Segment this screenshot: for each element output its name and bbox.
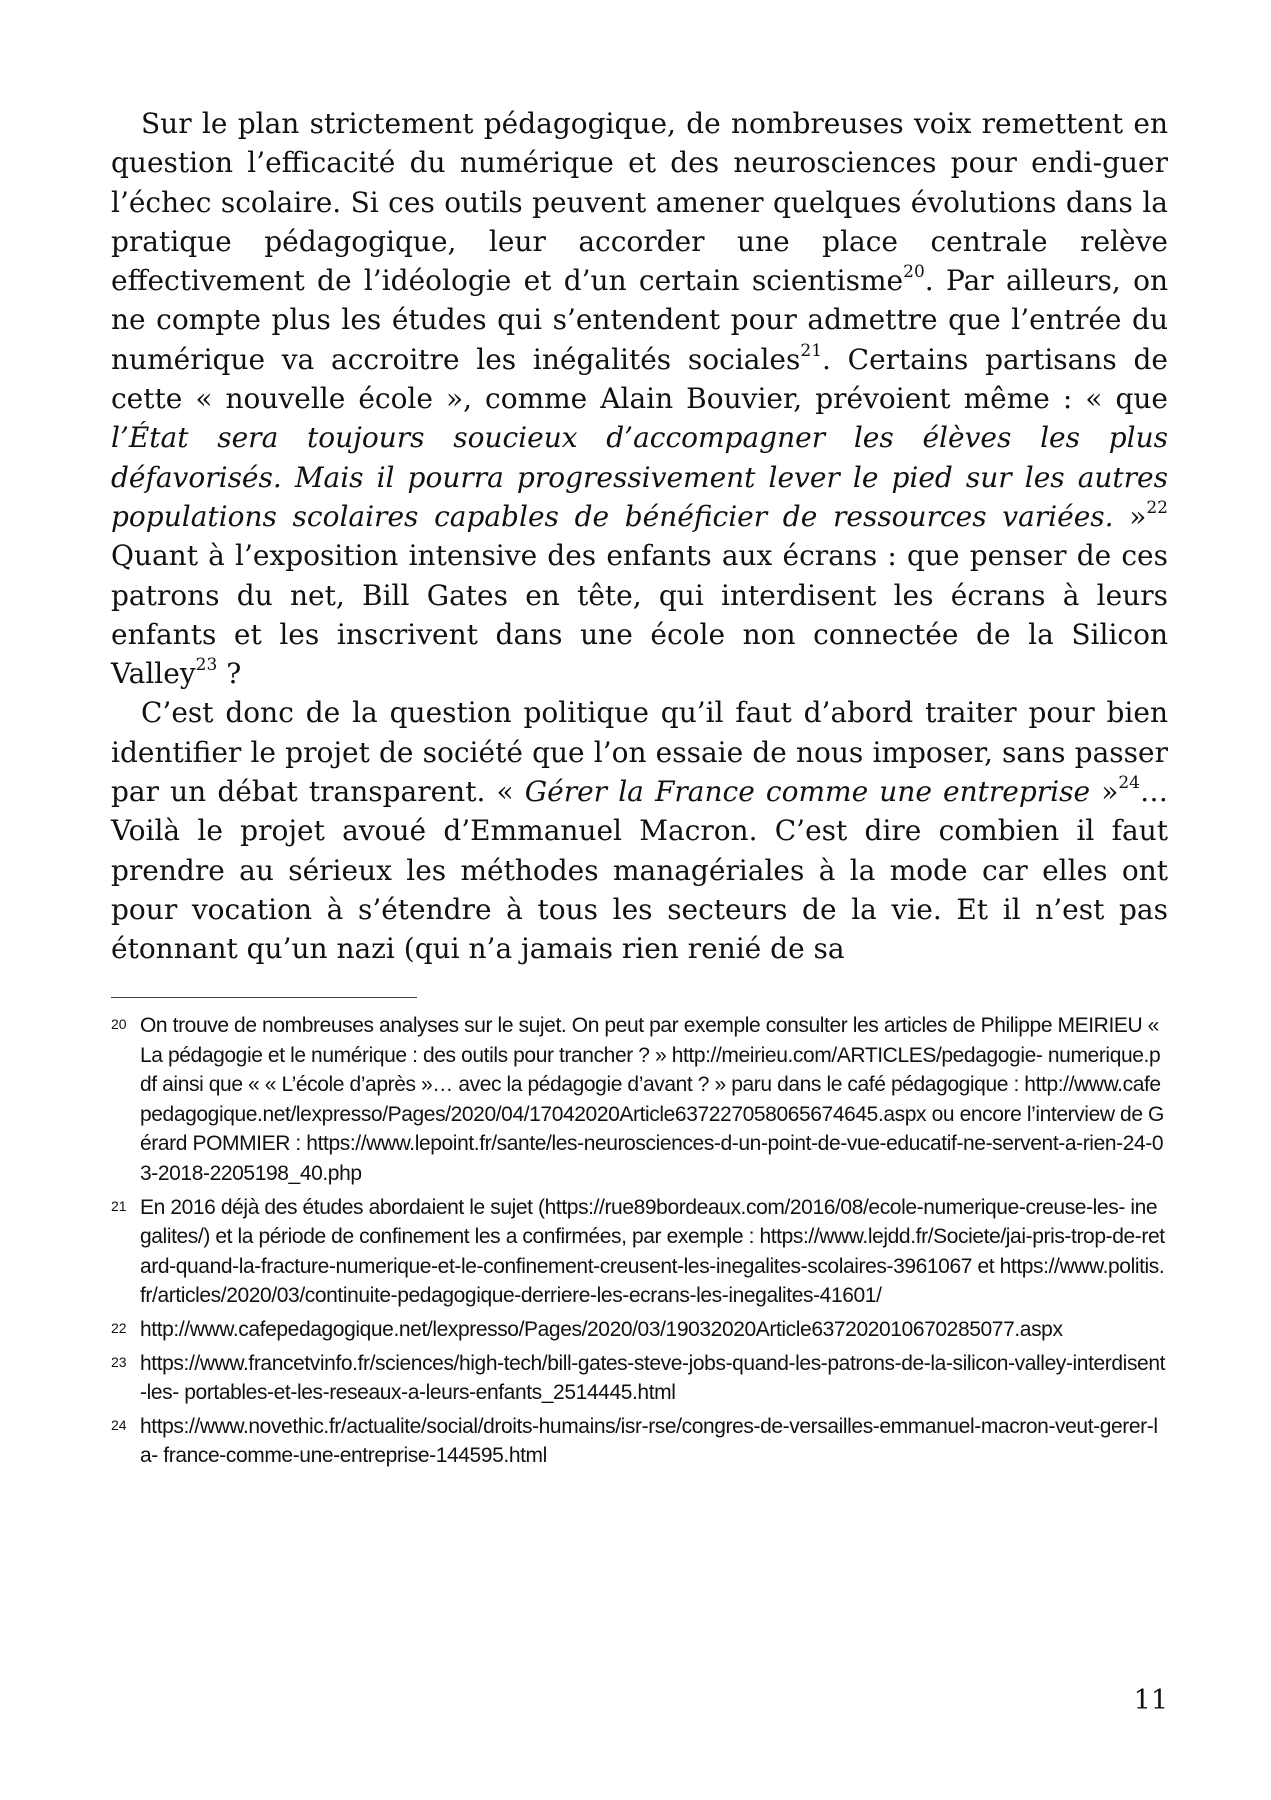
footnote-separator [111,997,417,998]
p1-text-1: Sur le plan strictement pédagogique, de nombreuses voix remettent en question l’efficacité du numérique et des neurosciences pour endi-guer l’échec scolaire. Si ces outils peuvent amener quelques évolutions dans la pratique pédagogique, leur accorder une place centrale relève effectivement de l’idéologie et d’un certain scientisme [111,107,1168,298]
paragraph-1 [111,104,1168,693]
footnote-20 [111,1011,1168,1189]
body-text [111,104,1168,969]
footnote-21 [111,1193,1168,1311]
p1-text-5: ? [217,657,242,691]
p2-quote-close: » [1090,775,1119,809]
footnote-number: 20 [111,1016,127,1032]
footnote-ref-20[interactable]: 20 [903,262,925,283]
footnote-text: https://www.novethic.fr/actualite/social/droits-humains/isr-rse/congres-de-versailles-emmanuel-macron-veut-gerer-la- france-comme-une-entreprise-144595.html [140,1414,1158,1468]
p1-text-4: Quant à l’exposition intensive des enfants aux écrans : que penser de ces patrons du net, Bill Gates en tête, qui interdisent les écrans à leurs enfants et les inscrivent dans une école non connectée de la Silicon Valley [111,539,1168,691]
p2-italic: Gérer la France comme une entreprise [524,775,1091,809]
p1-text-3: . Certains partisans de cette « nouvelle école », comme Alain Bouvier, prévoient même : « que [111,342,1168,416]
footnote-text: https://www.francetvinfo.fr/sciences/high-tech/bill-gates-steve-jobs-quand-les-patrons-de-la-silicon-valley-interdisent-les- portables-et-les-reseaux-a-leurs-enfants_2514445.html [140,1351,1166,1405]
footnote-number: 24 [111,1416,127,1433]
footnote-22 [111,1315,1168,1345]
footnote-text: En 2016 déjà des études abordaient le sujet (https://rue89bordeaux.com/2016/08/ecole-numerique-creuse-les- inegalites/) et la période de confinement les a confirmées, par exemple : https://www.lejdd.fr/Societe/jai-pris-trop-de-retard-quand-la-fracture-numerique-et-le-confinement-creusent-les-inegalites-scolaires-3961067 et https://www.politis.fr/articles/2020/03/continuite-pedagogique-derriere-les-ecrans-les-inegalites-41601/ [140,1195,1165,1308]
footnotes [111,1011,1168,1475]
footnote-ref-23[interactable]: 23 [195,655,218,676]
page-number: 11 [1133,1685,1168,1716]
footnote-ref-24[interactable]: 24 [1118,773,1140,794]
footnote-23 [111,1349,1168,1408]
footnote-24 [111,1412,1168,1471]
footnote-ref-22[interactable]: 22 [1146,497,1168,518]
p1-quote-italic: l’État sera toujours soucieux d’accompagner les élèves les plus défavorisés. Mais il pourra progressivement lever le pied sur les autres populations scolaires capables de bénéficier de ressources variées. [111,421,1168,533]
p2-text-1: C’est donc de la question politique qu’il faut d’abord traiter pour bien identifier le projet de société que l’on essaie de nous imposer, sans passer par un débat transparent. « [111,696,1168,809]
footnote-number: 23 [111,1353,127,1370]
footnote-ref-21[interactable]: 21 [800,340,823,361]
footnote-number: 21 [111,1197,127,1214]
p1-text-2: . Par ailleurs, on ne compte plus les études qui s’entendent pour admettre que l’entrée du numérique va accroitre les inégalités sociales [111,264,1169,376]
footnote-number: 22 [111,1319,127,1336]
footnote-text: On trouve de nombreuses analyses sur le sujet. On peut par exemple consulter les articles de Philippe MEIRIEU « La pédagogie et le numérique : des outils pour trancher ? » http://meirieu.com/ARTICLES/pedagogie- numerique.pdf ainsi que « « L’école d’après »… avec la pédagogie d’avant ? » paru dans le café pédagogique : http://www.cafepedagogique.net/lexpresso/Pages/2020/04/17042020Article637227058065674645.aspx ou encore l’interview de Gérard POMMIER : https://www.lepoint.fr/sante/les-neurosciences-d-un-point-de-vue-educatif-ne-servent-a-rien-24-03-2018-2205198_40.php [140,1014,1164,1185]
paragraph-2 [111,693,1168,968]
footnote-text: http://www.cafepedagogique.net/lexpresso/Pages/2020/03/19032020Article637202010670285077.aspx [140,1317,1063,1341]
p2-text-2: … Voilà le projet avoué d’Emmanuel Macron. C’est dire combien il faut prendre au sérieux les méthodes managériales à la mode car elles ont pour vocation à s’étendre à tous les secteurs de la vie. Et il n’est pas étonnant qu’un nazi (qui n’a jamais rien renié de sa [111,775,1168,966]
p1-quote-close: » [1113,499,1147,533]
